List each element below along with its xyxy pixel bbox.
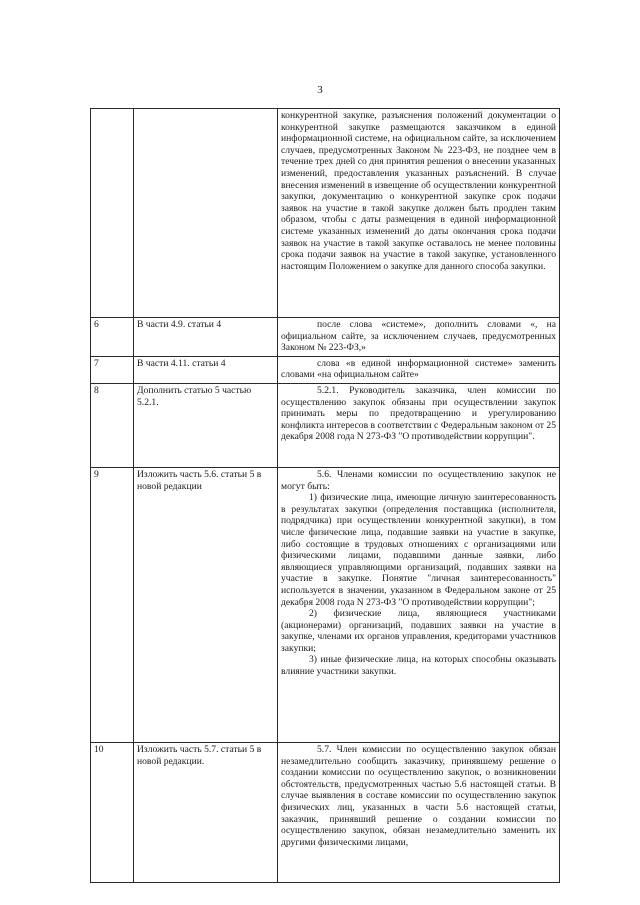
row-action: В части 4.11. статьи 4 xyxy=(134,356,278,383)
table-row xyxy=(91,356,560,383)
row-action xyxy=(134,109,278,318)
row-paragraph: слова «в единой информационной системе» заменить словами «на официальном сайте» xyxy=(281,357,556,381)
row-text xyxy=(278,742,560,882)
row-number: 9 xyxy=(91,467,134,742)
row-text xyxy=(278,318,560,357)
row-text xyxy=(278,467,560,742)
row-paragraph: 3) иные физические лица, на которых способны оказывать влияние участники закупки. xyxy=(281,654,556,678)
table-row xyxy=(91,467,560,742)
row-number xyxy=(91,109,134,318)
row-number: 10 xyxy=(91,742,134,882)
table-row xyxy=(91,383,560,467)
row-paragraph: 2) физические лица, являющиеся участниками (акционерами) организаций, подавших заявки на участие в закупке, членами их органов управления, кредиторами участников закупки; xyxy=(281,608,556,654)
page-number: 3 xyxy=(317,84,323,96)
row-paragraph: после слова «системе», дополнить словами «, на официальном сайте, за исключением случаев, предусмотренных Законом № 223-ФЗ,» xyxy=(281,319,556,354)
row-number: 8 xyxy=(91,383,134,467)
row-text xyxy=(278,109,560,318)
amendments-table xyxy=(90,108,560,883)
row-number: 6 xyxy=(91,318,134,357)
row-paragraph: 1) физические лица, имеющие личную заинтересованность в результатах закупки (определения поставщика (исполнителя, подрядчика) при осуществлении конкурентной закупки), в том числе физические лица, подавшие заявки на участие в закупке, либо состоящие в трудовых отношениях с организациями или физическими лицами, подавшими данные заявки, либо являющиеся управляющими организаций, подавших заявки на участие в закупке. Понятие "личная заинтересованность" используется в значении, указанном в Федеральном законе от 25 декабря 2008 года N 273-ФЗ "О противодействии коррупции"; xyxy=(281,492,556,608)
row-paragraph: 5.6. Членами комиссии по осуществлению закупок не могут быть: xyxy=(281,468,556,492)
row-paragraph: 5.2.1. Руководитель заказчика, член комиссии по осуществлению закупок обязаны при осуществлении закупок принимать меры по предотвращению и урегулированию конфликта интересов в соответствии с Федеральным законом от 25 декабря 2008 года N 273-ФЗ "О противодействии коррупции". xyxy=(281,384,556,443)
row-action: Изложить часть 5.7. статьи 5 в новой редакции. xyxy=(134,742,278,882)
row-action: Изложить часть 5.6. статьи 5 в новой редакции xyxy=(134,467,278,742)
row-paragraph: конкурентной закупке, разъяснения положений документации о конкурентной закупке размещаются заказчиком в единой информационной системе, на официальном сайте, за исключением случаев, предусмотренных Законом № 223-ФЗ, не позднее чем в течение трех дней со дня принятия решения о внесении указанных изменений, предоставления указанных разъяснений. В случае внесения изменений в извещение об осуществлении конкурентной закупки, документацию о конкурентной закупке срок подачи заявок на участие в такой закупке должен быть продлен таким образом, чтобы с даты размещения в единой информационной системе указанных изменений до даты окончания срока подачи заявок на участие в такой закупке оставалось не менее половины срока подачи заявок на участие в такой закупке, установленного настоящим Положением о закупке для данного способа закупки. xyxy=(281,110,556,272)
row-action: В части 4.9. статьи 4 xyxy=(134,318,278,357)
row-text xyxy=(278,383,560,467)
row-text xyxy=(278,356,560,383)
table-row xyxy=(91,109,560,318)
row-paragraph: 5.7. Член комиссии по осуществлению закупок обязан незамедлительно сообщить заказчику, принявшему решение о создании комиссии по осуществлению закупок, о возникновении обстоятельств, предусмотренных частью 5.6 настоящей статьи. В случае выявления в составе комиссии по осуществлению закупок физических лиц, указанных в части 5.6 настоящей статьи, заказчик, принявший решение о создании комиссии по осуществлению закупок, обязан незамедлительно заменить их другими физическими лицами, xyxy=(281,743,556,848)
row-action: Дополнить статью 5 частью 5.2.1. xyxy=(134,383,278,467)
table-row xyxy=(91,742,560,882)
row-number: 7 xyxy=(91,356,134,383)
table-row xyxy=(91,318,560,357)
